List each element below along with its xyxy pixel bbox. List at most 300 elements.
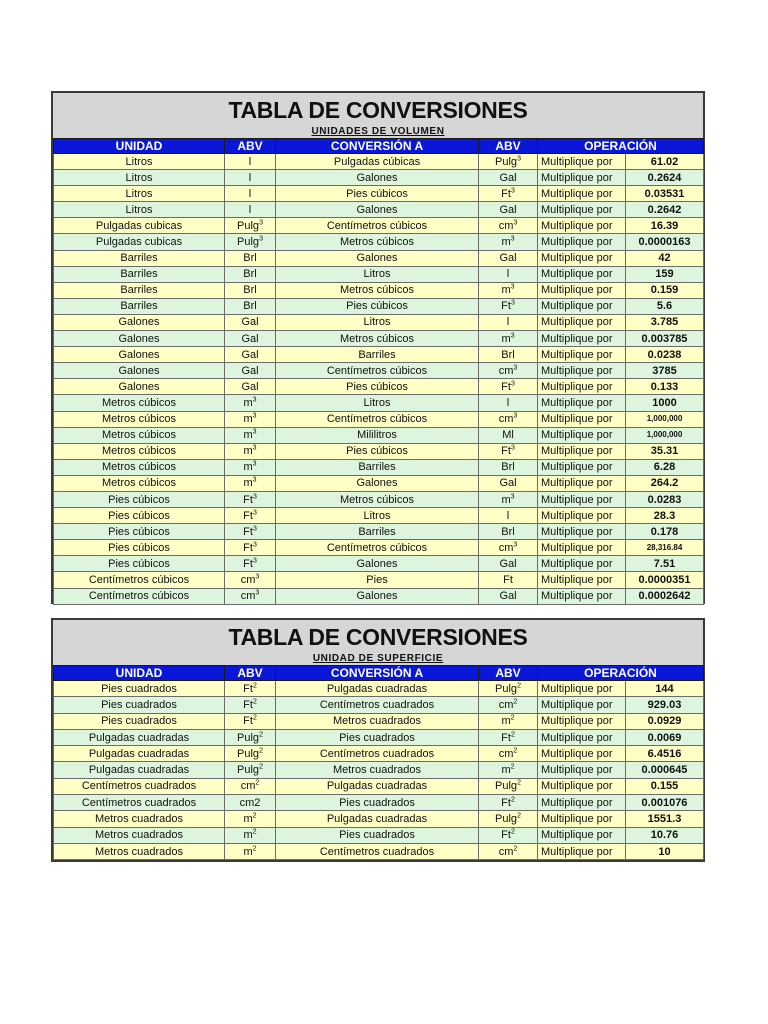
unidad-cell-text: Barriles [120, 268, 158, 281]
table-row [54, 475, 704, 491]
abv-cell [479, 154, 538, 170]
operation-cell-text: Multiplique por [541, 747, 613, 760]
abv-cell [225, 379, 276, 395]
exponent-superscript: 3 [255, 573, 260, 581]
value-cell-text: 61.02 [650, 155, 679, 168]
abv-cell-text: Ft [501, 187, 511, 200]
abv-cell [479, 491, 538, 507]
exponent-superscript: 3 [252, 412, 257, 420]
value-cell-text: 0.001076 [641, 796, 688, 809]
table-row [54, 395, 704, 411]
abv-cell-text: cm [498, 413, 514, 426]
abv-cell [479, 186, 538, 202]
operation-cell-text: Multiplique por [541, 525, 613, 538]
operation-cell-text: Multiplique por [541, 236, 613, 249]
exponent-superscript: 3 [252, 508, 257, 516]
value-cell-text: 159 [655, 268, 674, 281]
abv-cell [225, 729, 276, 745]
abv-cell-text: Gal [241, 380, 259, 393]
operation-cell-text: Multiplique por [541, 509, 613, 522]
unidad-cell-text: Barriles [120, 284, 158, 297]
value-cell-text: 35.31 [650, 445, 679, 458]
abv-cell-text: Ft [501, 300, 511, 313]
header-operacion: OPERACIÓN [538, 666, 704, 681]
abv-cell-text: cm2 [239, 796, 261, 809]
abv-cell-text: Gal [499, 252, 517, 265]
value-cell-text: 0.0929 [647, 715, 682, 728]
abv-cell-text: Ft [501, 445, 511, 458]
value-cell [626, 778, 704, 794]
unidad-cell-text: Metros cúbicos [102, 413, 176, 426]
exponent-superscript: 2 [259, 763, 263, 771]
unidad-cell [54, 314, 225, 330]
operation-cell [538, 298, 626, 314]
value-cell [626, 729, 704, 745]
conversion-cell [276, 540, 479, 556]
conversion-cell-text: Galones [356, 252, 398, 265]
value-cell-text: 1000 [652, 396, 677, 409]
operation-cell-text: Multiplique por [541, 698, 613, 711]
abv-cell [225, 572, 276, 588]
conversion-cell [276, 427, 479, 443]
abv-cell [225, 795, 276, 811]
unidad-cell-text: Pies cuadrados [101, 698, 177, 711]
abv-cell-text: Brl [501, 461, 515, 474]
unidad-cell [54, 729, 225, 745]
abv-cell-text: Gal [241, 316, 259, 329]
exponent-superscript: 3 [252, 541, 257, 549]
exponent-superscript: 3 [513, 412, 518, 420]
abv-cell [225, 234, 276, 250]
abv-cell-text: l [248, 187, 252, 200]
table-row [54, 218, 704, 234]
abv-cell-text: m [243, 445, 253, 458]
exponent-superscript: 3 [510, 299, 515, 307]
abv-cell-text: Gal [499, 171, 517, 184]
operation-cell [538, 186, 626, 202]
abv-cell [479, 202, 538, 218]
abv-cell-text: Pulg [237, 236, 260, 249]
conversion-cell-text: Pulgadas cuadradas [326, 780, 428, 793]
unidad-cell [54, 524, 225, 540]
unidad-cell-text: Metros cuadrados [94, 845, 184, 858]
value-cell [626, 202, 704, 218]
unidad-cell-text: Centímetros cuadrados [81, 780, 197, 793]
exponent-superscript: 2 [517, 812, 521, 820]
unidad-cell [54, 778, 225, 794]
abv-cell [225, 540, 276, 556]
exponent-superscript: 3 [510, 283, 515, 291]
abv-cell [479, 314, 538, 330]
exponent-superscript: 2 [513, 747, 518, 755]
value-cell [626, 681, 704, 697]
unidad-cell-text: Litros [125, 171, 153, 184]
header-operacion: OPERACIÓN [538, 139, 704, 154]
table-row [54, 331, 704, 347]
table-row [54, 427, 704, 443]
operation-cell [538, 331, 626, 347]
table-row [54, 713, 704, 729]
abv-cell [225, 331, 276, 347]
volume-table-subtitle: UNIDADES DE VOLUMEN [311, 126, 445, 137]
unidad-cell-text: Pies cúbicos [108, 509, 170, 522]
abv-cell [225, 298, 276, 314]
abv-cell [479, 363, 538, 379]
value-cell-text: 144 [655, 682, 674, 695]
conversion-cell-text: Metros cuadrados [332, 764, 422, 777]
unidad-cell [54, 762, 225, 778]
operation-cell-text: Multiplique por [541, 541, 613, 554]
value-cell [626, 234, 704, 250]
header-abv: ABV [479, 666, 538, 681]
abv-cell-text: Pulg [495, 780, 518, 793]
operation-cell [538, 713, 626, 729]
conversion-cell [276, 795, 479, 811]
conversion-cell-text: Pies cúbicos [346, 445, 408, 458]
surface-conversion-table [53, 665, 704, 860]
operation-cell-text: Multiplique por [541, 316, 613, 329]
abv-cell [479, 524, 538, 540]
value-cell [626, 697, 704, 713]
operation-cell-text: Multiplique por [541, 813, 613, 826]
table-row [54, 266, 704, 282]
header-conversion: CONVERSIÓN A [276, 666, 479, 681]
conversion-cell-text: Pies cúbicos [346, 300, 408, 313]
abv-cell-text: Pulg [495, 155, 518, 168]
unidad-cell [54, 234, 225, 250]
operation-cell [538, 475, 626, 491]
operation-cell [538, 218, 626, 234]
conversion-cell-text: Galones [356, 557, 398, 570]
unidad-cell-text: Barriles [120, 252, 158, 265]
exponent-superscript: 3 [517, 154, 521, 162]
operation-cell [538, 282, 626, 298]
conversion-cell-text: Litros [363, 268, 391, 281]
value-cell [626, 556, 704, 572]
abv-cell-text: Pulg [237, 731, 260, 744]
unidad-cell-text: Centímetros cúbicos [88, 573, 190, 586]
abv-cell [225, 811, 276, 827]
unidad-cell-text: Metros cúbicos [102, 477, 176, 490]
operation-cell-text: Multiplique por [541, 590, 613, 603]
abv-cell-text: m [243, 829, 253, 842]
conversion-cell [276, 314, 479, 330]
unidad-cell [54, 572, 225, 588]
table-row [54, 170, 704, 186]
conversion-cell [276, 778, 479, 794]
value-cell-text: 6.4516 [647, 747, 682, 760]
value-cell-text: 42 [658, 252, 671, 265]
conversion-cell-text: Centímetros cúbicos [326, 413, 428, 426]
header-abv: ABV [225, 666, 276, 681]
operation-cell-text: Multiplique por [541, 252, 613, 265]
abv-cell [479, 713, 538, 729]
value-cell [626, 459, 704, 475]
operation-cell-text: Multiplique por [541, 429, 613, 442]
abv-cell-text: Gal [499, 590, 517, 603]
unidad-cell [54, 427, 225, 443]
abv-cell-text: l [248, 203, 252, 216]
exponent-superscript: 3 [513, 364, 518, 372]
operation-cell [538, 395, 626, 411]
conversion-cell [276, 681, 479, 697]
value-cell-text: 0.0283 [647, 493, 682, 506]
abv-cell [225, 347, 276, 363]
exponent-superscript: 2 [252, 698, 257, 706]
value-cell [626, 379, 704, 395]
operation-cell [538, 234, 626, 250]
table-row [54, 443, 704, 459]
exponent-superscript: 3 [510, 187, 515, 195]
abv-cell [225, 778, 276, 794]
table-row [54, 540, 704, 556]
abv-cell [479, 778, 538, 794]
unidad-cell-text: Pulgadas cuadradas [88, 747, 190, 760]
table-row [54, 491, 704, 507]
operation-cell [538, 681, 626, 697]
volume-header-row [54, 139, 704, 154]
operation-cell [538, 778, 626, 794]
exponent-superscript: 3 [252, 460, 257, 468]
abv-cell-text: m [243, 413, 253, 426]
value-cell [626, 524, 704, 540]
conversion-cell-text: Pulgadas cúbicas [333, 155, 421, 168]
volume-conversion-table [53, 138, 704, 605]
operation-cell [538, 843, 626, 859]
abv-cell-text: l [506, 509, 510, 522]
conversion-cell-text: Pies cuadrados [339, 829, 415, 842]
operation-cell-text: Multiplique por [541, 348, 613, 361]
table-row [54, 729, 704, 745]
value-cell [626, 811, 704, 827]
abv-cell [479, 347, 538, 363]
unidad-cell [54, 298, 225, 314]
unidad-cell-text: Pulgadas cuadradas [88, 731, 190, 744]
unidad-cell-text: Pies cúbicos [108, 493, 170, 506]
unidad-cell [54, 250, 225, 266]
value-cell-text: 10 [658, 845, 671, 858]
abv-cell-text: Ft [243, 557, 253, 570]
unidad-cell [54, 379, 225, 395]
abv-cell-text: m [243, 477, 253, 490]
exponent-superscript: 2 [252, 828, 257, 836]
value-cell-text: 0.2642 [647, 203, 682, 216]
operation-cell [538, 762, 626, 778]
abv-cell-text: Ml [502, 429, 514, 442]
value-cell [626, 282, 704, 298]
value-cell-text: 1,000,000 [646, 414, 683, 424]
abv-cell [225, 443, 276, 459]
abv-cell-text: Brl [243, 300, 257, 313]
conversion-cell [276, 347, 479, 363]
exponent-superscript: 3 [510, 331, 515, 339]
value-cell-text: 0.133 [650, 380, 679, 393]
unidad-cell-text: Pies cúbicos [108, 557, 170, 570]
unidad-cell [54, 746, 225, 762]
conversion-cell [276, 697, 479, 713]
abv-cell-text: Ft [243, 509, 253, 522]
abv-cell-text: m [501, 236, 511, 249]
unidad-cell [54, 347, 225, 363]
unidad-cell-text: Barriles [120, 300, 158, 313]
value-cell [626, 475, 704, 491]
unidad-cell [54, 459, 225, 475]
unidad-cell-text: Pies cúbicos [108, 525, 170, 538]
operation-cell-text: Multiplique por [541, 731, 613, 744]
exponent-superscript: 2 [510, 730, 515, 738]
unidad-cell-text: Pies cuadrados [101, 682, 177, 695]
abv-cell-text: Ft [243, 541, 253, 554]
abv-cell [225, 266, 276, 282]
abv-cell [479, 282, 538, 298]
unidad-cell-text: Metros cúbicos [102, 396, 176, 409]
abv-cell [225, 524, 276, 540]
unidad-cell-text: Metros cuadrados [94, 829, 184, 842]
abv-cell [225, 746, 276, 762]
abv-cell [479, 746, 538, 762]
conversion-cell-text: Litros [363, 316, 391, 329]
exponent-superscript: 2 [513, 844, 518, 852]
exponent-superscript: 3 [513, 541, 518, 549]
operation-cell-text: Multiplique por [541, 715, 613, 728]
abv-cell-text: Ft [501, 380, 511, 393]
value-cell [626, 347, 704, 363]
conversion-cell [276, 298, 479, 314]
operation-cell-text: Multiplique por [541, 845, 613, 858]
unidad-cell [54, 681, 225, 697]
conversion-cell-text: Centímetros cuadrados [319, 698, 435, 711]
operation-cell [538, 697, 626, 713]
conversion-cell [276, 266, 479, 282]
value-cell-text: 0.159 [650, 284, 679, 297]
operation-cell [538, 411, 626, 427]
conversion-cell [276, 508, 479, 524]
value-cell-text: 0.000645 [641, 764, 688, 777]
unidad-cell [54, 186, 225, 202]
unidad-cell-text: Metros cuadrados [94, 813, 184, 826]
value-cell [626, 540, 704, 556]
operation-cell [538, 202, 626, 218]
abv-cell [479, 331, 538, 347]
abv-cell [479, 572, 538, 588]
operation-cell-text: Multiplique por [541, 219, 613, 232]
conversion-cell-text: Metros cúbicos [340, 332, 414, 345]
conversion-cell [276, 811, 479, 827]
abv-cell [479, 298, 538, 314]
abv-cell-text: Gal [241, 364, 259, 377]
conversion-cell [276, 459, 479, 475]
abv-cell-text: Ft [243, 493, 253, 506]
conversion-cell-text: Metros cuadrados [332, 715, 422, 728]
conversion-cell-text: Centímetros cúbicos [326, 541, 428, 554]
conversion-cell [276, 556, 479, 572]
conversion-cell-text: Centímetros cúbicos [326, 219, 428, 232]
abv-cell-text: l [506, 316, 510, 329]
operation-cell-text: Multiplique por [541, 364, 613, 377]
unidad-cell [54, 266, 225, 282]
conversion-cell [276, 475, 479, 491]
abv-cell-text: Ft [501, 829, 511, 842]
unidad-cell [54, 697, 225, 713]
abv-cell [479, 827, 538, 843]
abv-cell-text: cm [498, 364, 514, 377]
value-cell-text: 10.76 [650, 829, 679, 842]
table-row [54, 827, 704, 843]
abv-cell [479, 843, 538, 859]
value-cell-text: 929.03 [647, 698, 682, 711]
value-cell [626, 491, 704, 507]
table-row [54, 762, 704, 778]
exponent-superscript: 3 [252, 444, 257, 452]
conversion-cell-text: Galones [356, 171, 398, 184]
abv-cell-text: l [506, 396, 510, 409]
surface-table-subtitle: UNIDAD DE SUPERFICIE [312, 653, 444, 664]
operation-cell-text: Multiplique por [541, 396, 613, 409]
conversion-cell [276, 843, 479, 859]
value-cell [626, 713, 704, 729]
exponent-superscript: 2 [252, 714, 257, 722]
conversion-cell-text: Pulgadas cuadradas [326, 682, 428, 695]
value-cell-text: 7.51 [653, 557, 676, 570]
conversion-cell [276, 202, 479, 218]
value-cell-text: 0.0238 [647, 348, 682, 361]
conversion-cell [276, 411, 479, 427]
operation-cell-text: Multiplique por [541, 445, 613, 458]
value-cell-text: 28,316.84 [646, 542, 683, 552]
surface-conversion-panel [51, 618, 705, 862]
conversion-cell [276, 379, 479, 395]
table-row [54, 697, 704, 713]
abv-cell [479, 588, 538, 604]
header-unidad: UNIDAD [54, 666, 225, 681]
abv-cell-text: m [501, 493, 511, 506]
exponent-superscript: 2 [255, 779, 260, 787]
abv-cell-text: Gal [241, 348, 259, 361]
value-cell-text: 16.39 [650, 219, 679, 232]
abv-cell-text: Brl [243, 252, 257, 265]
abv-cell-text: Gal [499, 557, 517, 570]
abv-cell-text: Ft [243, 698, 253, 711]
abv-cell-text: cm [498, 698, 514, 711]
conversion-cell [276, 729, 479, 745]
unidad-cell [54, 795, 225, 811]
unidad-cell-text: Galones [118, 316, 160, 329]
conversion-cell-text: Pulgadas cuadradas [326, 813, 428, 826]
operation-cell [538, 508, 626, 524]
operation-cell-text: Multiplique por [541, 493, 613, 506]
value-cell-text: 3.785 [650, 316, 679, 329]
abv-cell [225, 843, 276, 859]
value-cell-text: 28.3 [653, 509, 676, 522]
table-row [54, 298, 704, 314]
abv-cell-text: Brl [501, 525, 515, 538]
abv-cell-text: Ft [501, 731, 511, 744]
abv-cell [225, 154, 276, 170]
conversion-cell [276, 524, 479, 540]
abv-cell [479, 795, 538, 811]
exponent-superscript: 2 [517, 681, 521, 689]
operation-cell-text: Multiplique por [541, 268, 613, 281]
table-row [54, 524, 704, 540]
abv-cell-text: l [506, 268, 510, 281]
value-cell [626, 588, 704, 604]
abv-cell [225, 762, 276, 778]
operation-cell [538, 795, 626, 811]
exponent-superscript: 3 [255, 589, 260, 597]
abv-cell [225, 491, 276, 507]
volume-conversion-panel [51, 91, 705, 604]
operation-cell [538, 811, 626, 827]
